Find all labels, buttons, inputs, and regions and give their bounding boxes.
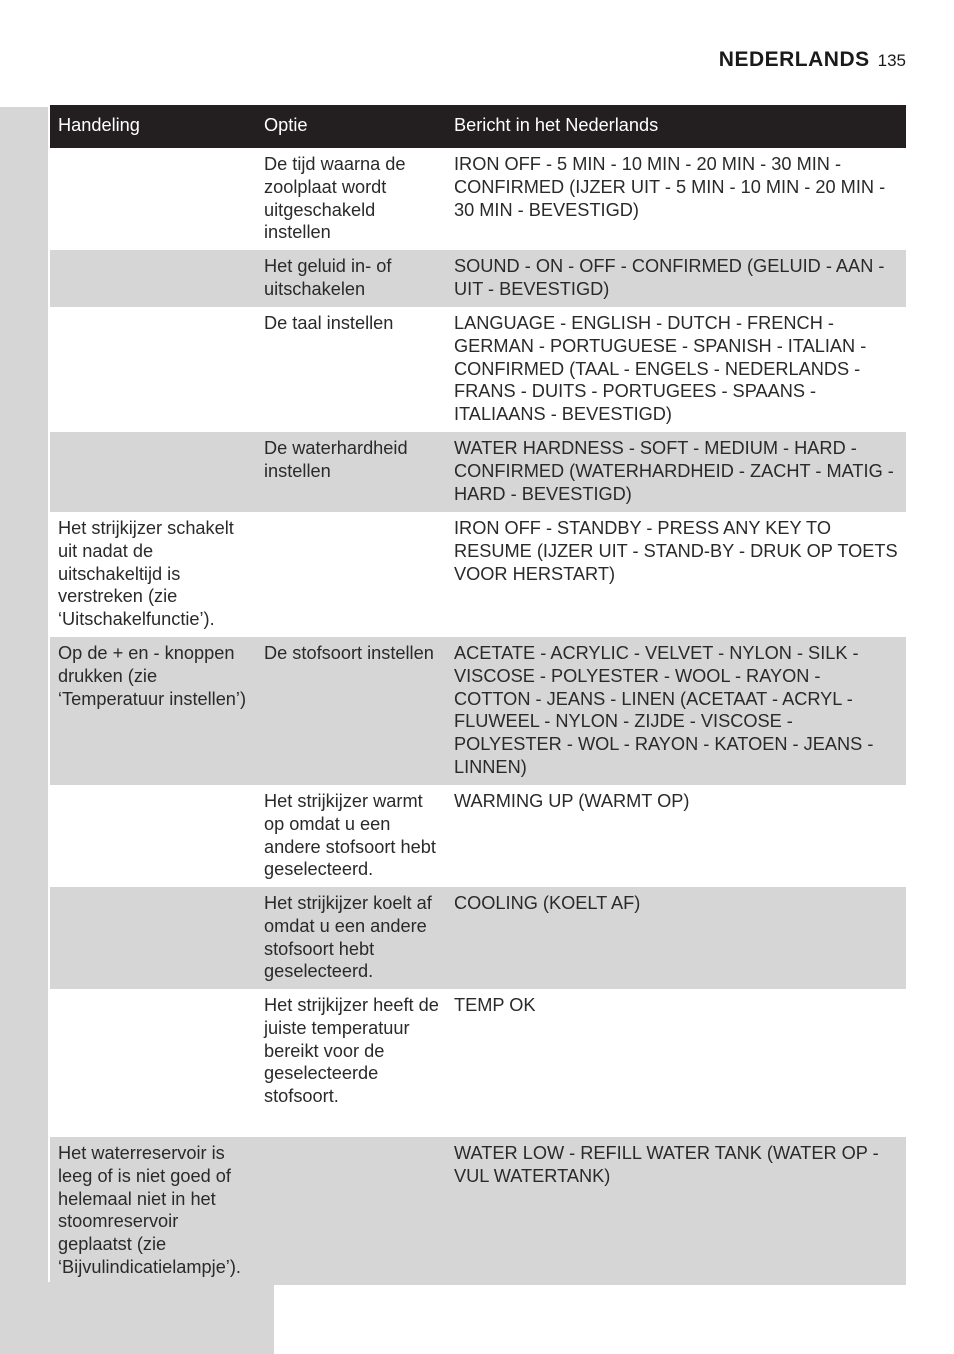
column-header-handeling: Handeling — [50, 105, 256, 148]
table-header-row — [50, 105, 906, 148]
cell-handeling — [50, 307, 256, 432]
cell-optie: Het geluid in- of uitschakelen — [256, 250, 446, 307]
cell-optie: Het strijkijzer warmt op omdat u een andere stofsoort hebt geselecteerd. — [264, 791, 436, 880]
cell-optie: Het strijkijzer koelt af omdat u een andere stofsoort hebt geselecteerd. — [256, 887, 446, 989]
cell-bericht: WARMING UP (WARMT OP) — [454, 791, 690, 811]
cell-handeling: Het strijkijzer schakelt uit nadat de uitschakeltijd is verstreken (zie ‘Uitschakelfunctie’). — [58, 518, 234, 630]
table-row — [50, 637, 906, 785]
table-row — [50, 307, 906, 432]
page-header — [719, 48, 906, 72]
table-row — [50, 250, 906, 307]
cell-handeling — [50, 785, 256, 887]
side-thumb-tab — [0, 107, 48, 1354]
cell-optie: De taal instellen — [264, 313, 394, 333]
cell-handeling — [50, 887, 256, 989]
cell-handeling — [50, 432, 256, 512]
cell-bericht: IRON OFF - STANDBY - PRESS ANY KEY TO RESUME (IJZER UIT - STAND-BY - DRUK OP TOETS VOOR HERSTART) — [454, 518, 898, 584]
cell-optie: De waterhardheid instellen — [256, 432, 446, 512]
table-row — [50, 148, 906, 250]
bottom-thumb-tab — [0, 1282, 274, 1354]
cell-handeling: Het waterreservoir is leeg of is niet goed of helemaal niet in het stoomreservoir geplaatst (zie ‘Bijvulindicatielampje’). — [50, 1137, 256, 1285]
cell-optie — [256, 512, 446, 637]
cell-bericht: LANGUAGE - ENGLISH - DUTCH - FRENCH - GERMAN - PORTUGUESE - SPANISH - ITALIAN - CONFIRMED (TAAL - ENGELS - NEDERLANDS - FRANS - DUITS - PORTUGEES - SPAANS - ITALIAANS - BEVESTIGD) — [454, 313, 867, 425]
table-row — [50, 785, 906, 887]
cell-bericht: ACETATE - ACRYLIC - VELVET - NYLON - SILK - VISCOSE - POLYESTER - WOOL - RAYON - COTTON - JEANS - LINEN (ACETAAT - ACRYL - FLUWEEL - NYLON - ZIJDE - VISCOSE - POLYESTER - WOL - RAYON - KATOEN - JEANS - LINNEN) — [446, 637, 906, 785]
cell-optie — [256, 1137, 446, 1285]
cell-optie: De tijd waarna de zoolplaat wordt uitgeschakeld instellen — [264, 154, 406, 243]
table-row — [50, 1137, 906, 1285]
column-header-bericht: Bericht in het Nederlands — [446, 105, 906, 148]
cell-optie: Het strijkijzer heeft de juiste temperatuur bereikt voor de geselecteerde stofsoort. — [264, 995, 439, 1107]
cell-handeling: Op de + en - knoppen drukken (zie ‘Temperatuur instellen’) — [50, 637, 256, 785]
cell-handeling — [50, 148, 256, 250]
cell-bericht: SOUND - ON - OFF - CONFIRMED (GELUID - AAN - UIT - BEVESTIGD) — [446, 250, 906, 307]
page-number: 135 — [877, 51, 906, 70]
cell-handeling — [50, 250, 256, 307]
column-header-optie: Optie — [256, 105, 446, 148]
cell-bericht: COOLING (KOELT AF) — [446, 887, 906, 989]
language-title: NEDERLANDS — [718, 48, 870, 71]
cell-optie: De stofsoort instellen — [256, 637, 446, 785]
cell-handeling — [50, 989, 256, 1137]
display-messages-table — [50, 105, 906, 1285]
table-row — [50, 989, 906, 1137]
cell-bericht: IRON OFF - 5 MIN - 10 MIN - 20 MIN - 30 MIN - CONFIRMED (IJZER UIT - 5 MIN - 10 MIN - 20 MIN - 30 MIN - BEVESTIGD) — [454, 154, 886, 220]
table-row — [50, 512, 906, 637]
cell-bericht: TEMP OK — [454, 995, 536, 1015]
table-row — [50, 887, 906, 989]
table-row — [50, 432, 906, 512]
cell-bericht: WATER HARDNESS - SOFT - MEDIUM - HARD - CONFIRMED (WATERHARDHEID - ZACHT - MATIG - HARD - BEVESTIGD) — [446, 432, 906, 512]
cell-bericht: WATER LOW - REFILL WATER TANK (WATER OP - VUL WATERTANK) — [446, 1137, 906, 1285]
